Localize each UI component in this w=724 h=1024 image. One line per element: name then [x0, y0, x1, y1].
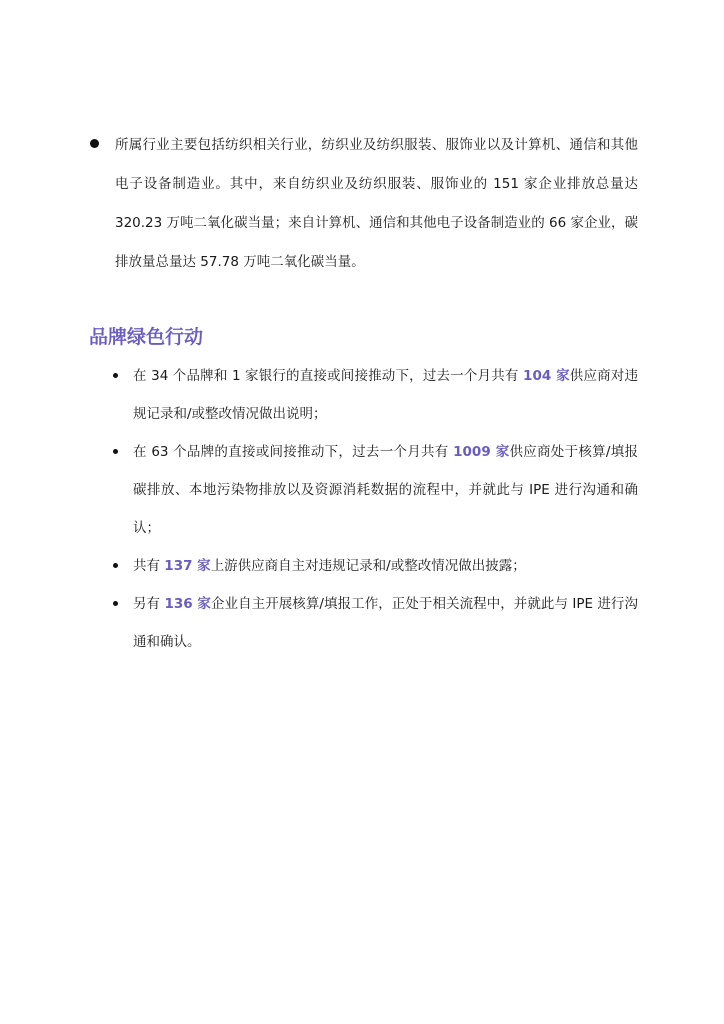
list-item-text: 另有 [133, 596, 165, 612]
highlight-count: 104 家 [523, 368, 570, 384]
list-item-text: 供应商对违规记录和/或整改情况做出说明； [133, 368, 638, 422]
list-item-text: 在 34 个品牌和 1 家银行的直接或间接推动下，过去一个月共有 [133, 368, 524, 384]
bullet-dot-icon [113, 373, 118, 378]
list-item-text: 供应商处于核算/填报碳排放、本地污染物排放以及资源消耗数据的流程中，并就此与 IPE 进行沟通和确认； [133, 444, 638, 536]
list-item [90, 547, 638, 585]
section-title: 品牌绿色行动 [89, 326, 204, 348]
list-item-text: 在 63 个品牌的直接或间接推动下，过去一个月共有 [133, 444, 454, 460]
bullet-dot-icon [90, 139, 99, 148]
intro-paragraph [90, 126, 638, 282]
highlight-count: 1009 家 [453, 444, 510, 460]
bullet-dot-icon [113, 563, 118, 568]
list-item-text: 共有 [133, 558, 165, 574]
list-item-text: 企业自主开展核算/填报工作，正处于相关流程中，并就此与 IPE 进行沟通和确认。 [133, 596, 638, 650]
list-item [90, 433, 638, 547]
highlight-count: 136 家 [164, 596, 211, 612]
list-item [90, 357, 638, 433]
bullet-dot-icon [113, 449, 118, 454]
bullet-dot-icon [113, 601, 118, 606]
intro-paragraph-text: 所属行业主要包括纺织相关行业，纺织业及纺织服装、服饰业以及计算机、通信和其他电子设备制造业。其中，来自纺织业及纺织服装、服饰业的 151 家企业排放总量达 320.23 万吨二氧化碳当量；来自计算机、通信和其他电子设备制造业的 66 家企业，碳排放量总量达 57.78 万吨二氧化碳当量。 [115, 137, 638, 270]
list-item [90, 585, 638, 661]
highlight-count: 137 家 [164, 558, 211, 574]
list-item-text: 上游供应商自主对违规记录和/或整改情况做出披露； [210, 558, 526, 574]
brand-action-list [90, 357, 638, 661]
